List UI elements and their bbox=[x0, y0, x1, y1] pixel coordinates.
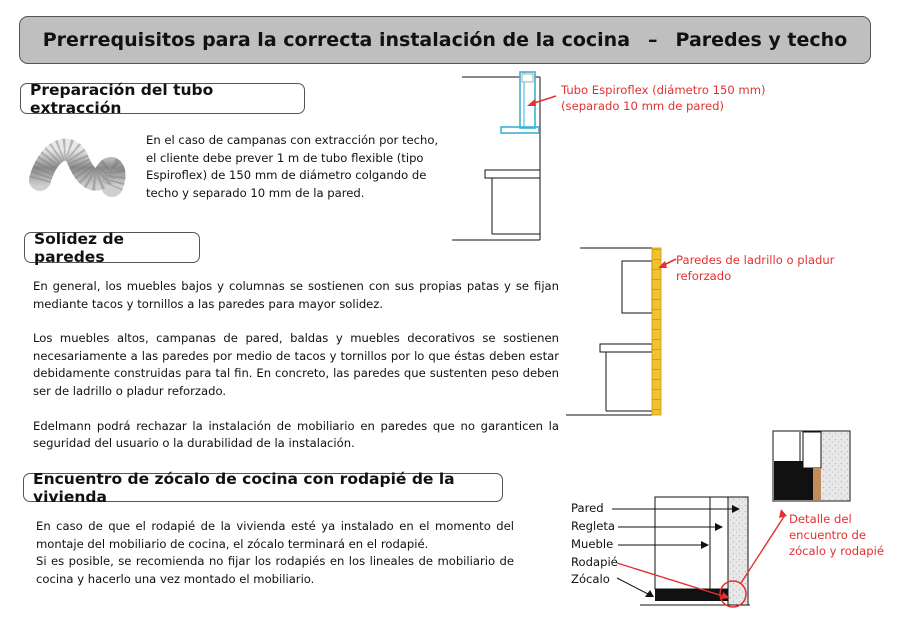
section-title-solidez: Solidez de paredes bbox=[24, 232, 200, 263]
flexible-duct-icon bbox=[40, 150, 114, 186]
solidez-text bbox=[33, 278, 559, 453]
section-title-encuentro: Encuentro de zócalo de cocina con rodapié de la vivienda bbox=[23, 473, 503, 502]
detail-note bbox=[789, 511, 884, 559]
pipe-note bbox=[561, 82, 766, 114]
solidez-paragraph-3: Edelmann podrá rechazar la instalación de mobiliario en paredes que no garanticen la seguridad del usuario o la durabilidad de la instalación. bbox=[33, 418, 559, 451]
label-pared: Pared bbox=[571, 501, 604, 515]
wall-note bbox=[676, 252, 834, 284]
page-title: Prerrequisitos para la correcta instalación de la cocina bbox=[42, 29, 631, 51]
tubo-line-2: el cliente debe prever 1 m de tubo flexible (tipo bbox=[146, 150, 424, 165]
tubo-paragraph bbox=[146, 132, 446, 202]
tubo-line-4: techo y separado 10 mm de la pared. bbox=[146, 185, 365, 200]
pipe-note-line-2: (separado 10 mm de pared) bbox=[561, 99, 725, 113]
tubo-line-1: En el caso de campanas con extracción por techo, bbox=[146, 133, 439, 147]
tubo-line-3: Espiroflex) de 150 mm de diámetro colgando de bbox=[146, 168, 427, 183]
wall-note-line-1: Paredes de ladrillo o pladur bbox=[676, 253, 835, 267]
encuentro-text bbox=[36, 518, 514, 588]
detail-note-line-1: Detalle del bbox=[789, 512, 852, 526]
title-separator: – bbox=[648, 29, 658, 51]
section-title-tubo: Preparación del tubo extracción bbox=[20, 83, 305, 114]
label-regleta: Regleta bbox=[571, 519, 616, 533]
label-rodapie: Rodapié bbox=[571, 555, 618, 569]
detail-inset bbox=[773, 431, 850, 501]
wall-note-line-2: reforzado bbox=[676, 269, 732, 283]
detail-note-line-3: zócalo y rodapié bbox=[789, 544, 884, 558]
encuentro-paragraph-2: Si es posible, se recomienda no fijar los rodapiés en los lineales de mobiliario de cocina y hacerlo una vez montado el mobiliario. bbox=[36, 554, 514, 586]
plinth-diagram bbox=[612, 497, 750, 607]
wall-diagram bbox=[566, 248, 652, 415]
solidez-paragraph-1: En general, los muebles bajos y columnas se sostienen con sus propias patas y se fijan mediante tacos y tornillos a las paredes para mayor solidez. bbox=[33, 279, 559, 311]
pipe-note-line-1: Tubo Espiroflex (diámetro 150 mm) bbox=[561, 83, 766, 97]
brick-wall bbox=[652, 248, 661, 415]
solidez-paragraph-2: Los muebles altos, campanas de pared, baldas y muebles decorativos se sostienen necesariamente a las paredes por medio de tacos y tornillos por lo que éstas deben estar debidamente construidas para tal fin. En concreto, las paredes que sustenten peso deben ser de ladrillo o pladur reforzado. bbox=[33, 331, 559, 398]
page-subtitle: Paredes y techo bbox=[675, 29, 848, 51]
label-mueble: Mueble bbox=[571, 537, 614, 551]
label-zocalo: Zócalo bbox=[571, 572, 610, 586]
encuentro-paragraph-1: En caso de que el rodapié de la vivienda esté ya instalado en el momento del montaje del mobiliario de cocina, el zócalo terminará en el rodapié. bbox=[36, 519, 514, 551]
detail-note-line-2: encuentro de bbox=[789, 528, 867, 542]
